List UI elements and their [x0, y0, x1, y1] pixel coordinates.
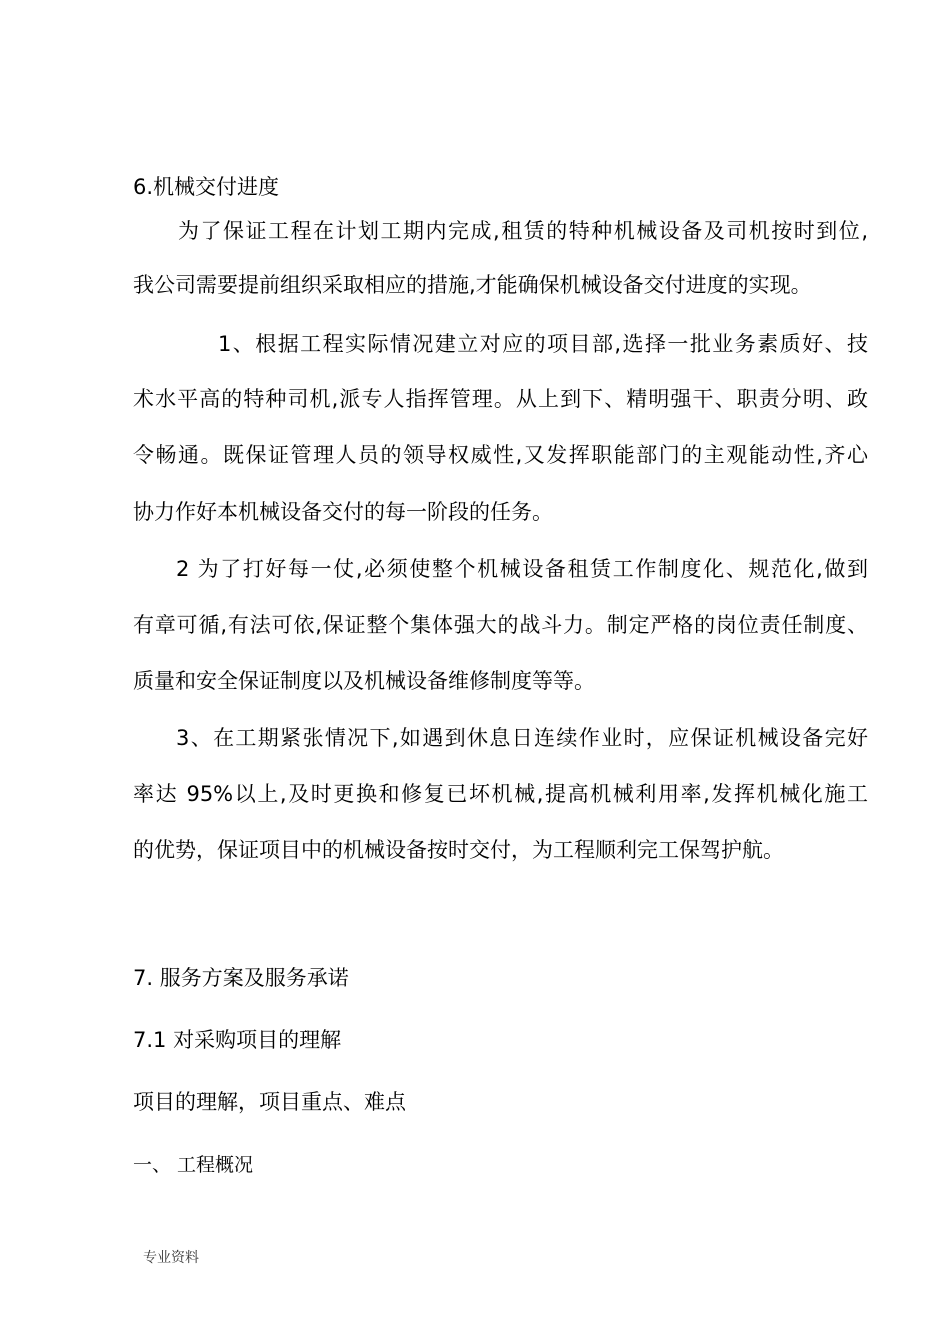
- item-3-line-1: 3、在工期紧张情况下,如遇到休息日连续作业时，应保证机械设备完好: [176, 726, 868, 750]
- item-2-line-1: 2 为了打好每一仗,必须使整个机械设备租赁工作制度化、规范化,做到: [176, 557, 868, 581]
- item-2-line-3: 质量和安全保证制度以及机械设备维修制度等等。: [133, 669, 595, 693]
- item-3-line-3: 的优势，保证项目中的机械设备按时交付，为工程顺利完工保驾护航。: [133, 838, 784, 862]
- section-6-heading: 6.机械交付进度: [133, 175, 280, 199]
- item-1-line-2: 术水平高的特种司机,派专人指挥管理。从上到下、精明强干、职责分明、政: [133, 387, 868, 411]
- item-1-line-4: 协力作好本机械设备交付的每一阶段的任务。: [133, 500, 553, 524]
- footer-label: 专业资料: [143, 1250, 199, 1266]
- paragraph-1-line-2: 我公司需要提前组织采取相应的措施,才能确保机械设备交付进度的实现。: [133, 273, 812, 297]
- sub-item-project-overview: 一、 工程概况: [133, 1154, 254, 1176]
- item-1-line-1: 1、根据工程实际情况建立对应的项目部,选择一批业务素质好、技: [218, 332, 868, 356]
- item-1-line-3: 令畅通。既保证管理人员的领导权威性,又发挥职能部门的主观能动性,齐心: [133, 443, 868, 467]
- paragraph-1-line-1: 为了保证工程在计划工期内完成,租赁的特种机械设备及司机按时到位,: [178, 219, 868, 243]
- item-3-line-2: 率达 95%以上,及时更换和修复已坏机械,提高机械利用率,发挥机械化施工: [133, 782, 868, 806]
- item-2-line-2: 有章可循,有法可依,保证整个集体强大的战斗力。制定严格的岗位责任制度、: [133, 613, 868, 637]
- section-7-1-heading: 7.1 对采购项目的理解: [133, 1028, 342, 1052]
- section-7-heading: 7. 服务方案及服务承诺: [133, 966, 349, 990]
- sub-heading-project-understanding: 项目的理解，项目重点、难点: [133, 1090, 406, 1114]
